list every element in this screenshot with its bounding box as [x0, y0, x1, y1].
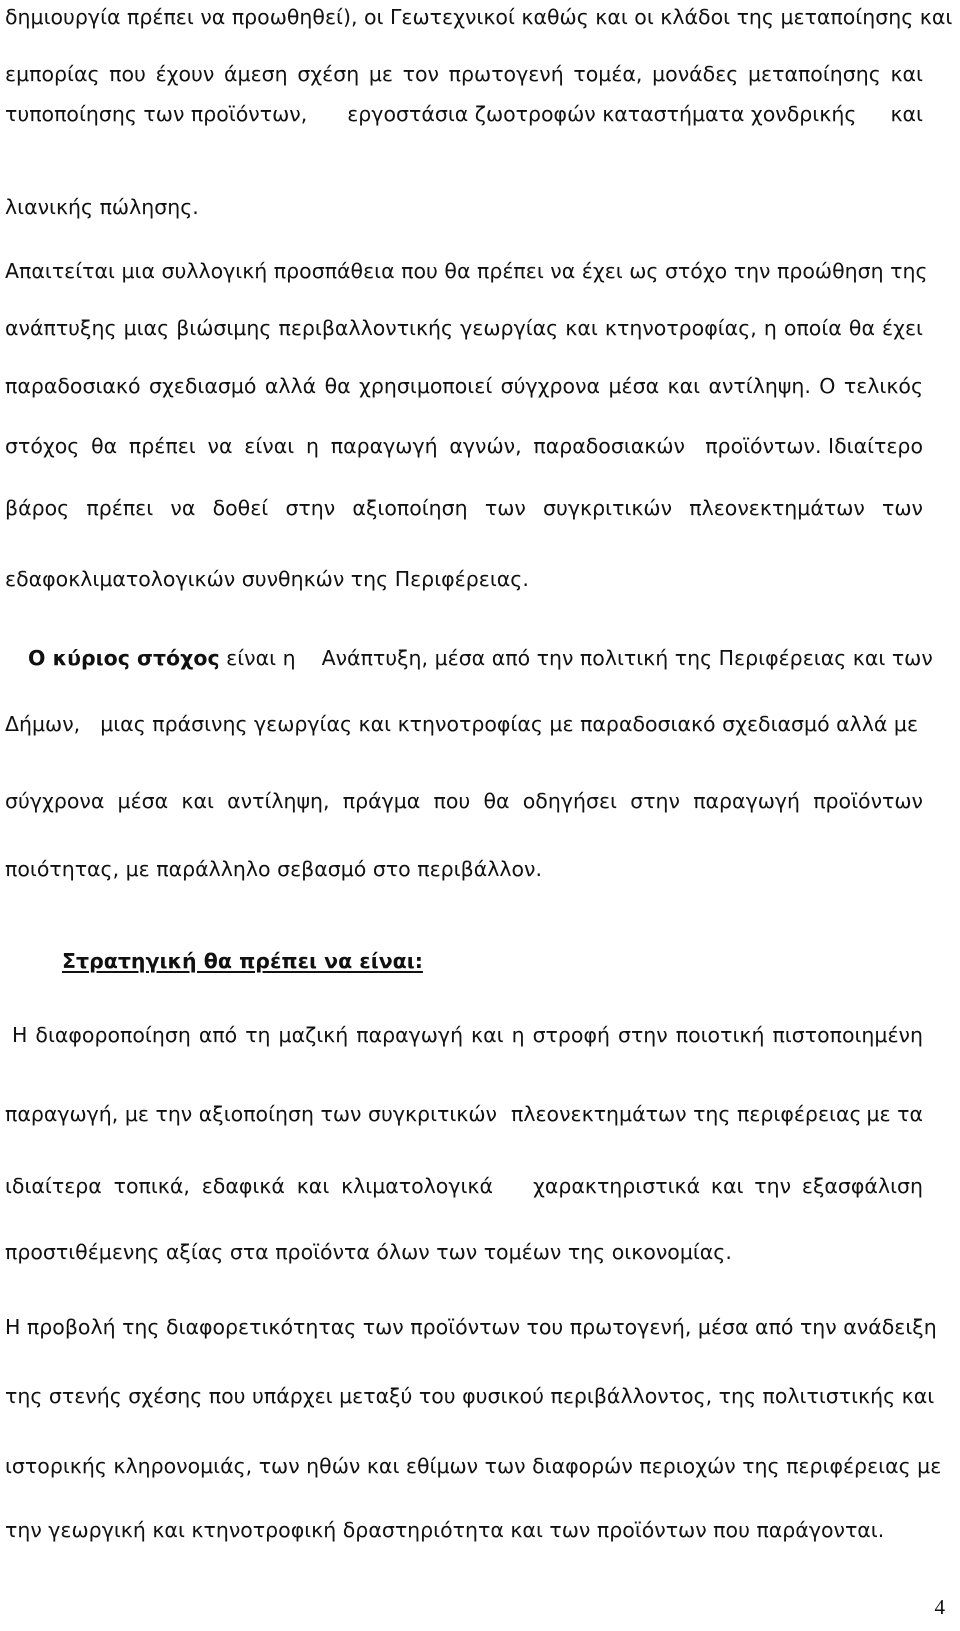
paragraph-1-line-3-part-3: και	[890, 102, 923, 126]
bold-lead-text: Ο κύριος στόχος	[28, 646, 220, 670]
paragraph-2-line-2: ανάπτυξης μιας βιώσιμης περιβαλλοντικής γεωργίας και κτηνοτροφίας, η οποία θα έχει	[5, 316, 923, 340]
paragraph-3-line-2-part-2: μιας πράσινης γεωργίας και κτηνοτροφίας με παραδοσιακό σχεδιασμό αλλά με	[100, 712, 919, 736]
paragraph-1-line-3-part-1: τυποποίησης των προϊόντων,	[5, 102, 308, 126]
paragraph-4-line-2	[5, 1099, 923, 1129]
paragraph-4-line-2-part-2: πλεονεκτημάτων της περιφέρειας	[511, 1102, 862, 1126]
paragraph-4-line-3-part-2: χαρακτηριστικά και την εξασφάλιση	[533, 1174, 923, 1198]
paragraph-2-line-6: εδαφοκλιματολογικών συνθηκών της Περιφέρειας.	[5, 567, 529, 591]
paragraph-3-line-1-part-2: Ανάπτυξη, μέσα από την πολιτική της Περιφέρειας και των	[321, 646, 933, 670]
paragraph-1-line-4: λιανικής πώλησης.	[5, 195, 199, 219]
paragraph-4-line-3	[5, 1171, 923, 1201]
paragraph-2-line-4	[5, 431, 923, 461]
paragraph-3-line-4: ποιότητας, με παράλληλο σεβασμό στο περιβάλλον.	[5, 857, 542, 881]
paragraph-1-line-1: δημιουργία πρέπει να προωθηθεί), οι Γεωτεχνικοί καθώς και οι κλάδοι της μεταποίησης και	[5, 5, 953, 29]
paragraph-3-line-2-part-1: Δήμων,	[5, 712, 81, 736]
paragraph-3-line-3: σύγχρονα μέσα και αντίληψη, πράγμα που θα οδηγήσει στην παραγωγή προϊόντων	[5, 789, 923, 813]
paragraph-2-line-5: βάρος πρέπει να δοθεί στην αξιοποίηση των συγκριτικών πλεονεκτημάτων των	[5, 496, 923, 520]
paragraph-4-line-4: προστιθέμενης αξίας στα προϊόντα όλων των τομέων της οικονομίας.	[5, 1240, 732, 1264]
paragraph-1-line-3	[5, 99, 923, 129]
paragraph-2-line-4-part-1: στόχος θα πρέπει να είναι η παραγωγή αγνών, παραδοσιακών	[5, 434, 685, 458]
paragraph-2-line-4-part-2: προϊόντων. Ιδιαίτερο	[705, 434, 923, 458]
paragraph-2-line-1: Απαιτείται μια συλλογική προσπάθεια που θα πρέπει να έχει ως στόχο την προώθηση της	[5, 259, 928, 283]
paragraph-3-line-1-part-1: είναι η	[226, 646, 296, 670]
paragraph-3-line-1	[28, 643, 933, 673]
paragraph-4-line-2-part-1: παραγωγή, με την αξιοποίηση των συγκριτικών	[5, 1102, 497, 1126]
paragraph-5-line-4: την γεωργική και κτηνοτροφική δραστηριότητα και των προϊόντων που παράγονται.	[5, 1518, 885, 1542]
page-number: 4	[934, 1595, 945, 1619]
paragraph-4-line-1: Η διαφοροποίηση από τη μαζική παραγωγή και η στροφή στην ποιοτική πιστοποιημένη	[12, 1023, 923, 1047]
paragraph-4-line-3-part-1: ιδιαίτερα τοπικά, εδαφικά και κλιματολογικά	[5, 1174, 493, 1198]
paragraph-1-line-2: εμπορίας που έχουν άμεση σχέση με τον πρωτογενή τομέα, μονάδες μεταποίησης και	[5, 62, 923, 86]
paragraph-5-line-2: της στενής σχέσης που υπάρχει μεταξύ του φυσικού περιβάλλοντος, της πολιτιστικής και	[5, 1384, 935, 1408]
strategy-heading: Στρατηγική θα πρέπει να είναι:	[62, 949, 423, 973]
paragraph-1-line-3-part-2: εργοστάσια ζωοτροφών καταστήματα χονδρικής	[347, 102, 857, 126]
paragraph-4-line-2-part-3: με τα	[866, 1102, 923, 1126]
paragraph-2-line-3: παραδοσιακό σχεδιασμό αλλά θα χρησιμοποιεί σύγχρονα μέσα και αντίληψη. Ο τελικός	[5, 374, 923, 398]
paragraph-3-line-2	[5, 709, 923, 739]
paragraph-5-line-1: Η προβολή της διαφορετικότητας των προϊόντων του πρωτογενή, μέσα από την ανάδειξη	[5, 1315, 937, 1339]
paragraph-5-line-3: ιστορικής κληρονομιάς, των ηθών και εθίμων των διαφορών περιοχών της περιφέρειας με	[5, 1454, 942, 1478]
